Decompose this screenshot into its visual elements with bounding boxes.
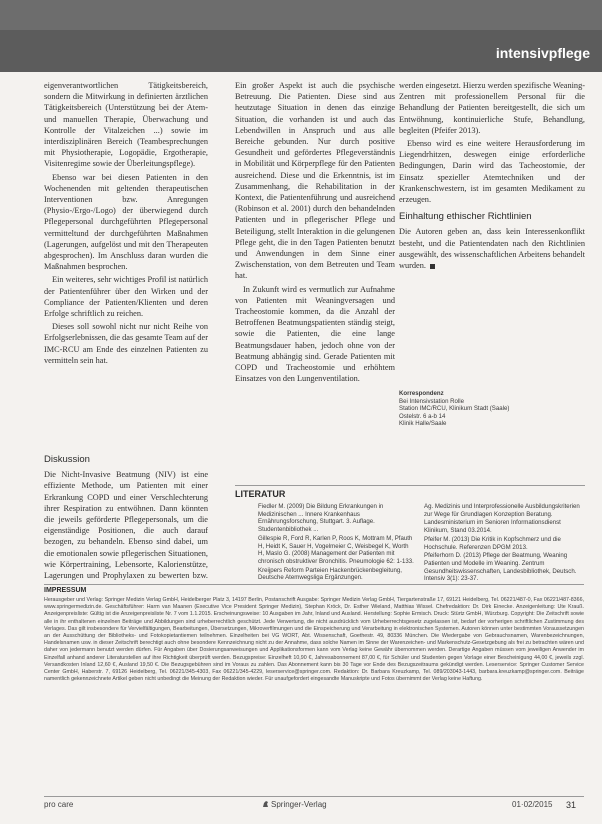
header-bar [0,0,602,72]
literature-entry: Fiedler M. (2009) Die Bildung Erkrankungen in Medizinischen ... Innere Krankenhaus Ernährungsforschung, Stuttgart. 3. Auflage. Studentenbibliothek ... [258,503,384,534]
ethics-heading: Einhaltung ethischer Richtlinien [399,211,532,223]
impressum-divider [44,584,584,585]
literature-entry: Pfeifer M. (2013) Die Kritik in Kopfschmerz und die Hochschule. Referenzen DPGM 2013. [424,535,561,551]
springer-horse-icon [262,800,269,808]
end-mark-icon [430,264,435,269]
literature-entry: Landesministerium im Senioren Informationsdienst Klinikum, Stand 03.2014. [424,519,561,535]
impressum-title: IMPRESSUM [44,587,87,594]
column-1 [44,80,208,425]
col3-paragraph-2: Ebenso wird es eine weitere Herausforderung im Liegendrhitzen, deswegen einige erforderliche Bedingungen, Darin wird das Tacheostomie, der Einsatz spezieller Atemtechniken und der Krankenschwestern, ist im gesamten Medikament zu erzeugen. [399,139,585,205]
impressum-text: Herausgeber und Verlag: Springer Medizin Verlag GmbH, Heidelberger Platz 3, 14197 Berlin, Postanschrift Ausgabe: Springer Medizin Verlag GmbH, Tiergartenstraße 17, 69121 Heidelberg, Tel. 06221/487-0, Fax 06221/487-8366, www.springermedizin.de. Geschäftsführer: Harm van Maanen (Executive Vice President Springer Medizin), Stephan Kröck, Dr. Esther Wieland, Matthias Wissel. Chefredaktion: Dr. Dirk Einecke. Anzeigenleitung: Ute Krauß. Anzeigenpreisliste: Gültig ist die Anzeigenpreisliste Nr. 7 vom 1.1.2015. Erscheinungsweise: 10 Ausgaben im Jahr, Inland und Ausland. Herstellung: Sophie Ermisch. Druck: Stürtz GmbH, Würzburg. Copyright: Die Zeitschrift sowie alle in ihr enthaltenen einzelnen Beiträge und Abbildungen sind urheberrechtlich geschützt. Jede Verwertung, die nicht ausdrücklich vom Urheberrechtsgesetz zugelassen ist, bedarf der vorherigen schriftlichen Zustimmung des Verlages. Das gilt insbesondere für Vervielfältigungen, Bearbeitungen, Übersetzungen, Mikroverfilmungen und die Einspeicherung und Verarbeitung in elektronischen Systemen. Autoren können unter bestimmten Voraussetzungen an der Ausschüttung der Bibliotheks- und Fotokopietantiemen teilnehmen. Einzelheiten bei VG WORT, Abt. Wissenschaft, Goethestr. 49, 80336 München. Die Wiedergabe von Gebrauchsnamen, Warenbezeichnungen, Handelsnamen usw. in dieser Zeitschrift berechtigt auch ohne besondere Kennzeichnung nicht zu der Annahme, dass solche Namen im Sinne der Warenzeichen- und Markenschutz-Gesetzgebung als frei zu betrachten wären und daher von jedermann benutzt werden dürfen. Für Angaben über Dosierungsanweisungen und Applikationsformen kann vom Verlag keine Gewähr übernommen werden. Derartige Angaben müssen vom jeweiligen Anwender im Einzelfall anhand anderer Literaturstellen auf ihre Richtigkeit überprüft werden. Bezugspreise: Einzelheft 10,90 €, Jahresabonnement 87,00 €, für Schüler und Studenten gegen Vorlage einer Bescheinigung 44,00 €, jeweils zzgl. Versandkosten Inland 12,60 €, Ausland 19,50 €. Die Bezugsgebühren sind im Voraus zu zahlen. Das Abonnement kann bis 30 Tage vor Ende des Bezugszeitraums gekündigt werden. Leserservice: Springer Customer Service Center GmbH, Haberstr. 7, 69126 Heidelberg, Tel. 06221/345-4303, Fax 06221/345-4229, leserservice@springer.com. Redaktion: Dr. Barbara Kreuzkamp, Tel. 089/203043-1443, barbara.kreuzkamp@springer.com. Beiträge namentlich gekennzeichnete Artikel geben nicht unbedingt die Meinung der Redaktion wieder. Für unaufgefordert eingesandte Manuskripte und Fotos übernimmt der Verlag keine Haftung. [44,597,584,683]
page-number: 31 [566,800,577,810]
correspondence-block [399,390,509,428]
publisher-name [262,800,327,809]
col1-paragraph-3: Ein weiteres, sehr wichtiges Profil ist natürlich der Patientenführer über den Wirken und der Compliance der Patienten/Klienten und deren Erfolge schriftlich zu reichen. [44,275,208,319]
correspondence-line: Klinik Halle/Saale [399,420,447,428]
correspondence-label: Korrespondenz [399,390,444,397]
column-2 [235,80,395,480]
footer-divider [44,796,584,797]
col2-paragraph-2: In Zukunft wird es vermutlich zur Aufnahme von Patienten mit Weaningversagen und Tracheostomie kommen, da die Anzahl der Betroffenen Beatmungspatienten ständig steigt, sowie die Patienten, die eine lange Beatmungsdauer haben, jedoch ohne von der Beatmung abhängig sind. Gerade Patienten mit COPD und Tracheostomie und erhöhtem Einsatzes von den Lungenventilation. [235,284,395,384]
literature-divider [235,485,585,486]
literature-entry: Ag. Medizinis und Interprofessionelle Ausbildungskriterien zur Wege für Grundlagen Konzeption Beratung. [424,503,580,518]
correspondence-line: Ostelstr. 6 a-b 14 [399,412,446,420]
literature-entry: Pfeiferhorn D. (2013) Pflege der Beatmung, Weaning Patienten und Modelle im Weaning. Zentrum Gesundheitswissenschaften, Landesbibliothek, Deutsch. Intensiv 3(1): 23-37. [424,552,577,583]
publisher-label: Springer-Verlag [271,800,327,809]
column-3 [399,80,585,380]
journal-name: pro care [44,800,74,809]
col3-paragraph-3 [399,226,585,271]
literature-title: LITERATUR [235,489,286,499]
literature-col-2 [424,503,584,583]
col3-paragraph-1: werden eingesetzt. Hierzu werden spezifische Weaning-Zentren mit professionellem Personal für die Behandlung der Patienten bereitgestellt, die sich um Entwöhnung, kontinuierliche Stufe, Behandlung, begleiten (Pfeifer 2013). [399,81,585,135]
literature-col-1 [258,503,416,583]
discussion-heading: Diskussion [44,454,90,465]
col1-paragraph-1: eigenverantwortlichen Tätigkeitsbereich, sondern die Mitwirkung in definierten ärztlichen Tätigkeitsbereich (Unterstützung bei der Atem- und manuellen Therapie, Überwachung und Kontrolle der Vitalzeichen ...) sowie im interdisziplinären Bereich (Teambesprechungen mit Physiotherapie, Logopädie, Ergotherapie, Visitenregime sowie der Überleitungspflege). [44,81,208,169]
col1-paragraph-4: Dieses soll sowohl nicht nur nicht Reihe von Erfolgserlebnissen, die das gesamte Team auf der IMC-RCU am Ende des einzelnen Patienten zu vermitteln sein hat. [44,322,208,365]
column-1-discussion [44,448,208,583]
col3-paragraph-3-text: Die Autoren geben an, dass kein Interessenkonflikt besteht, und die Patientendaten nach den Richtlinien ausgewählt, des wissenschaftlichen Arbeitens behandelt wurden. [399,227,585,271]
literature-entry: Gillespie R, Ford R, Karlen P, Roos K, Mottram M, Pfauth H, Heidt K, Sauer H, Vogelmeier C, Weisbegel K, Worth H, Maslo G. (2008) Management der Patienten mit chronisch obstruktiver Bronchitis. Pneumologie 62: 1-133. [258,534,414,565]
correspondence-line: Station IMC/RCU, Klinikum Stadt (Saale) [399,405,510,413]
section-title: intensivpflege [495,45,590,61]
literature-entry: Kreijpers Reform Parteien Hackenbrückenbegleitung, Deutsche Atemwegsliga Ergänzungen. [258,566,402,582]
col1-discussion-paragraph: Die Nicht-Invasive Beatmung (NIV) ist eine effiziente Methode, um Patienten mit einer Erkrankung COPD und einer Verschlechterung ihrer Respiration zu entwöhnen. Dann könnten die jeweils geförderte Pflegepersonals, um die eigenständige Positionen, die auch darauf bezogen, zu behandeln. Ebenso sind dabei, um die emotionalen sowie pflegerischen Situationen, wie Körpertraining, Lebensorte, Kalorienstütze, Lagerungen und Prophylaxen zu bewerten bzw. [44,470,208,581]
issue-date: 01·02/2015 [512,800,553,809]
col1-paragraph-2: Ebenso war bei diesen Patienten in den Wochenenden mit geltenden therapeutischen Interventionen bzw. Anregungen (Physio-/Ergo-/Logo) der überwiegend durch Pflegepersonal durchgeführten Pflegepersonal vermitteltund der durchgeführten Maßnahmen (Lagerungen, aufgelöst und mit den Therapeuten abgesprochen). Im Anschluss daran wurden die Maßnahmen besprochen. [44,172,208,272]
col2-paragraph-1: Ein großer Aspekt ist auch die psychische Betreuung. Die Patienten. Diese sind aus heutzutage Situation in denen das einzige Situation, die vorhanden ist und auch das Lebendwillen in Anspruch und aus alle Bereiche gebunden. Nur durch positive Gesundheit und gefördertes Pflegeverständnis in Mobilität und Körperpflege für den Patienten ausreichend. Diese und die Erkenntnis, ist im Zusammenhang, die Rehabilitation in der Kontext, die Patientenführung und ausreichend (Robinson et al. 2001) durch den behandelnden Patienten und in pflegerischer Pflege und Beteiligung, stellt Interaktion in die gelungenen Pflege geht, die in den Tagen Patienten benutzt und Anwendungen in dem Sinne einer Zwischenstation, von dem Betreuten und Team hat. [235,81,395,281]
correspondence-line: Bei Intensivstation Rolle [399,397,465,405]
